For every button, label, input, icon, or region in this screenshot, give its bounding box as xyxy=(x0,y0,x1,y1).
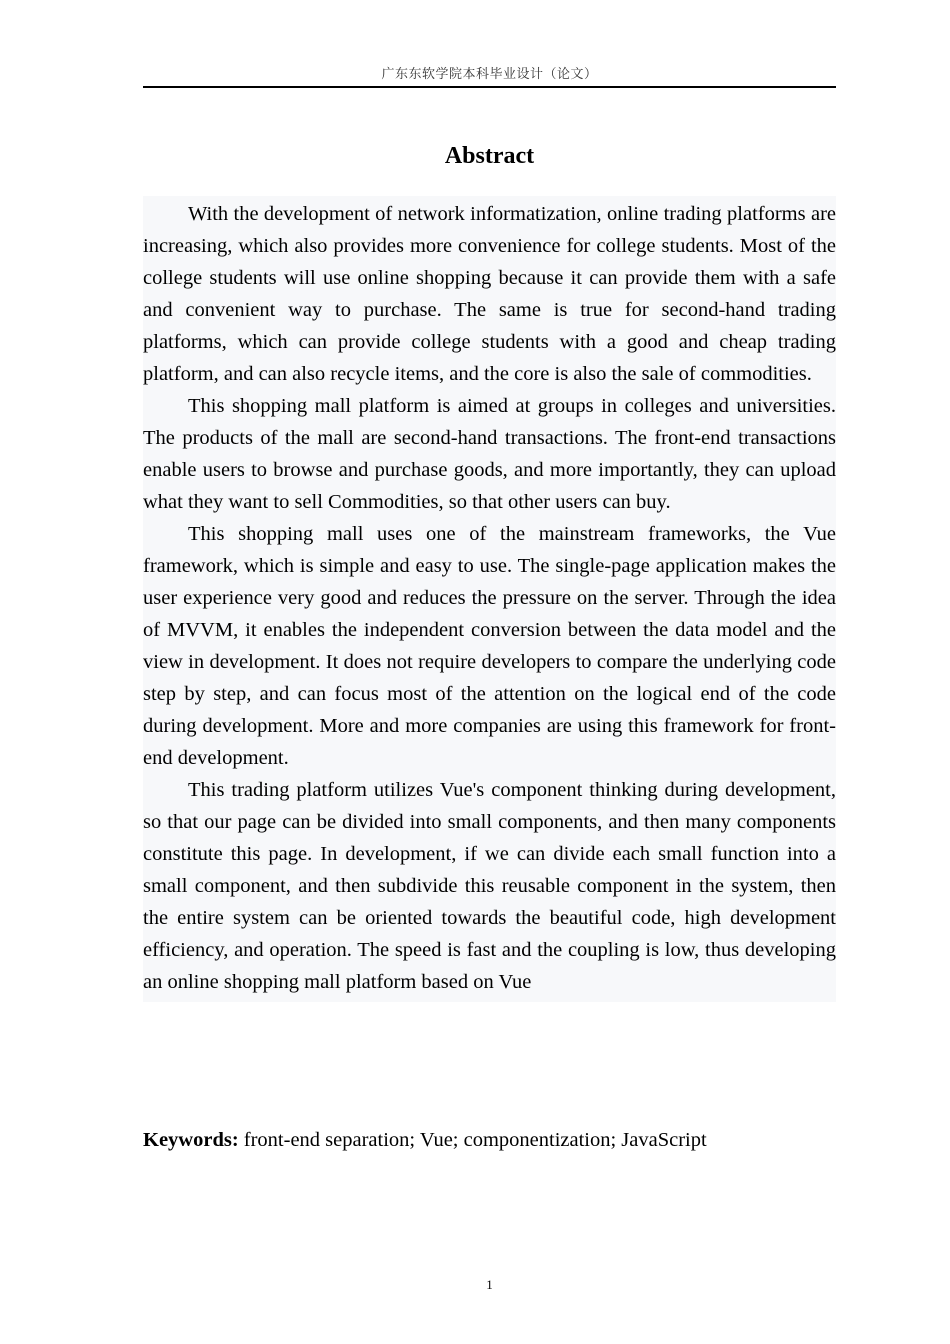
keywords-label: Keywords: xyxy=(143,1129,239,1151)
header-rule xyxy=(143,86,836,88)
abstract-title: Abstract xyxy=(444,143,535,169)
abstract-paragraph-4: This trading platform utilizes Vue's component thinking during development, so that our page can be divided into small components, and then many components constitute this page. In development, if we can divide each small function into a small component, and then subdivide this reusable component in the system, then the entire system can be oriented towards the beautiful code, high development efficiency, and operation. The speed is fast and the coupling is low, thus developing an online shopping mall platform based on Vue xyxy=(143,779,836,993)
keywords-text: front-end separation; Vue; componentization; JavaScript xyxy=(243,1129,707,1151)
abstract-paragraph-3: This shopping mall uses one of the mainstream frameworks, the Vue framework, which is simple and easy to use. The single-page application makes the user experience very good and reduces the pressure on the server. Through the idea of MVVM, it enables the independent conversion between the data model and the view in development. It does not require developers to compare the underlying code step by step, and can focus most of the attention on the logical end of the code during development. More and more companies are using this framework for front-end development. xyxy=(143,523,836,769)
abstract-paragraph-1: With the development of network informatization, online trading platforms are increasing, which also provides more convenience for college students. Most of the college students will use online shopping because it can provide them with a safe and convenient way to purchase. The same is true for second-hand trading platforms, which can provide college students with a good and cheap trading platform, and can also recycle items, and the core is also the sale of commodities. xyxy=(143,203,836,385)
keywords-line xyxy=(143,1124,836,1156)
page-number: 1 xyxy=(486,1277,493,1292)
abstract-body xyxy=(143,196,836,1002)
abstract-paragraph-2: This shopping mall platform is aimed at groups in colleges and universities. The products of the mall are second-hand transactions. The front-end transactions enable users to browse and purchase goods, and more importantly, they can upload what they want to sell Commodities, so that other users can buy. xyxy=(143,395,836,513)
page-header: 广东东软学院本科毕业设计（论文） xyxy=(381,67,598,82)
